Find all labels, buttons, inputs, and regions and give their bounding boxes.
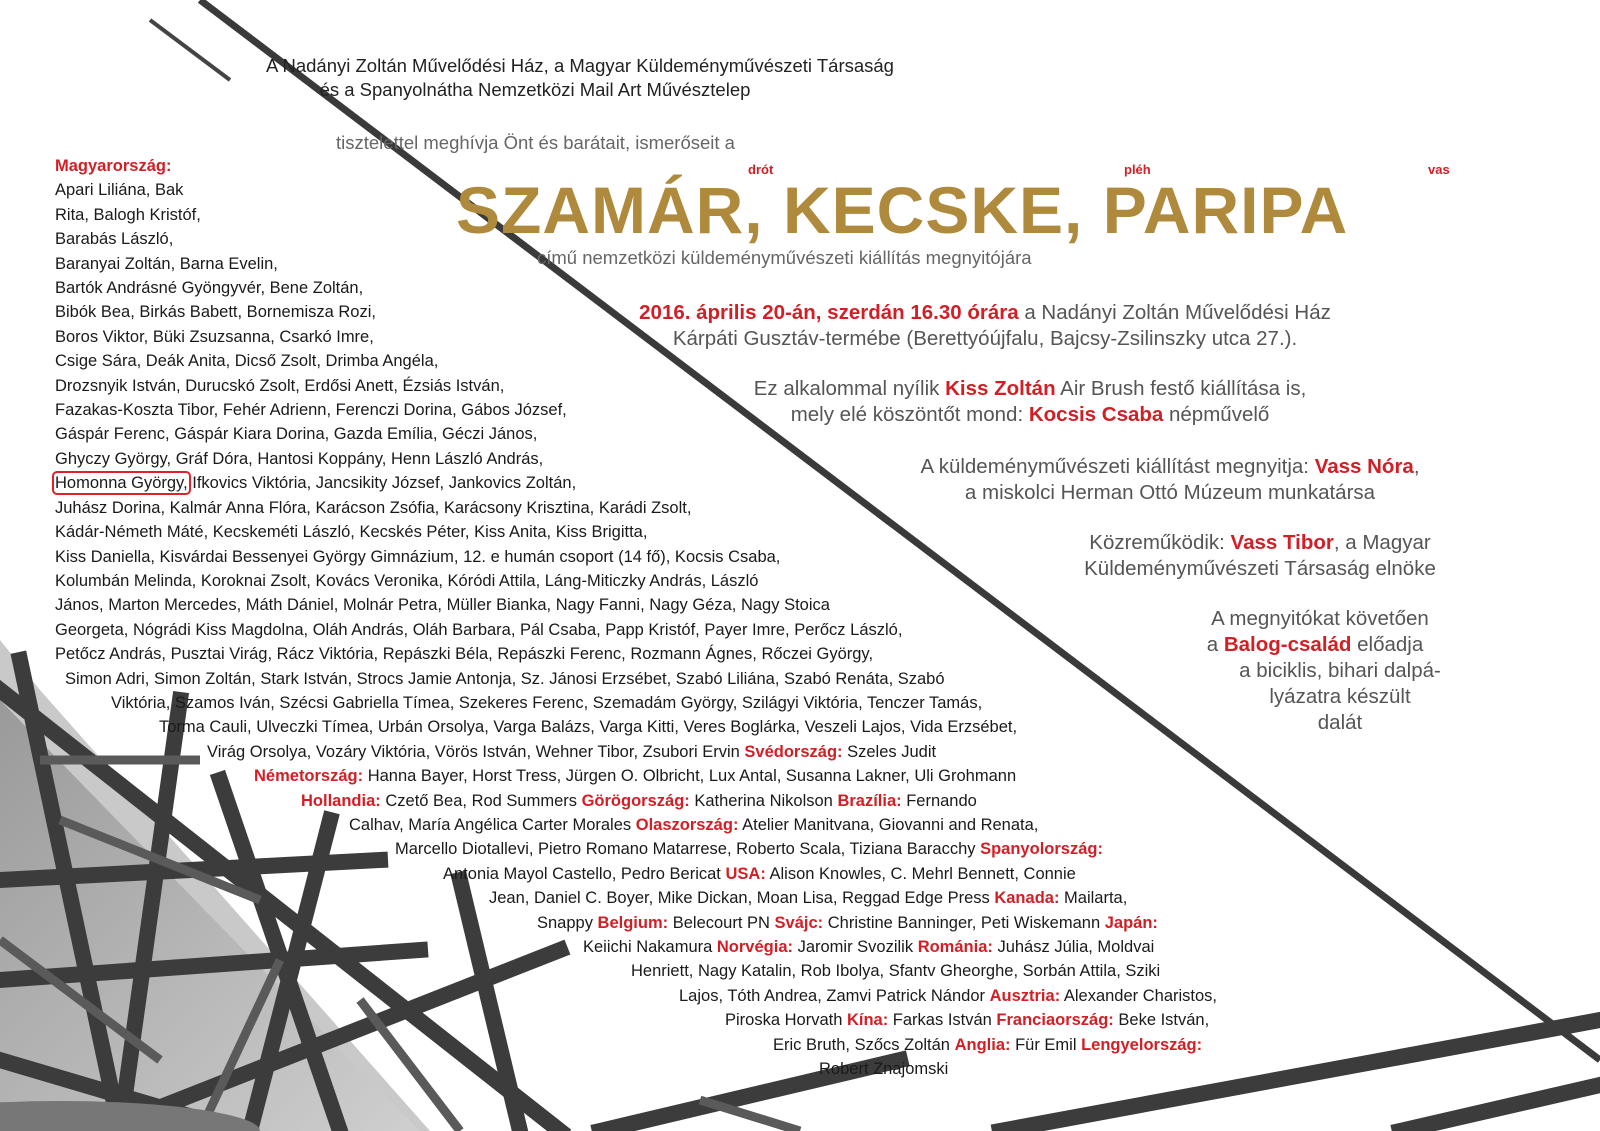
participants-line xyxy=(55,984,1217,1008)
organizers-line-2: és a Spanyolnátha Nemzetközi Mail Art Művésztelep xyxy=(319,79,751,100)
participants-line xyxy=(55,862,1217,886)
participants-line: Gáspár Ferenc, Gáspár Kiara Dorina, Gazda Emília, Géczi János, xyxy=(55,425,538,444)
participants-line: Petőcz András, Pusztai Virág, Rácz Viktória, Repászki Béla, Repászki Ferenc, Rozmann Ágnes, Rőczei György, xyxy=(55,645,874,664)
participants-line: János, Marton Mercedes, Máth Dániel, Molnár Petra, Müller Bianka, Nagy Fanni, Nagy Géza, Nagy Stoica xyxy=(55,596,830,615)
participants-line: Viktória, Szamos Iván, Szécsi Gabriella Tímea, Szekeres Ferenc, Szemadám György, Szilágyi Viktória, Tenczer Tamás, xyxy=(111,693,983,712)
subtitle: című nemzetközi küldeményművészeti kiállítás megnyitójára xyxy=(537,247,1032,268)
title-superscript-2: pléh xyxy=(1124,162,1151,177)
side-exhibit-speaker: Kocsis Csaba xyxy=(1028,403,1164,426)
participants-line xyxy=(55,886,1217,910)
contributor-text-c: , a Magyar xyxy=(1333,531,1431,554)
participants-line: Kolumbán Melinda, Koroknai Zsolt, Kovács Veronika, Kóródi Attila, Láng-Miticzky András, László xyxy=(55,571,759,590)
side-exhibit-text-c: Air Brush festő kiállítása is, xyxy=(1055,377,1307,400)
side-exhibit-text-d: mely elé köszöntőt mond: xyxy=(790,403,1029,426)
music-line-1: A megnyitókat követően xyxy=(1211,607,1429,630)
participants-text: Calhav, María Angélica Carter Morales xyxy=(349,815,636,834)
opening-speaker-role: a miskolci Herman Ottó Múzeum munkatársa xyxy=(964,481,1376,504)
title-superscript-1: drót xyxy=(748,162,774,177)
organizers-line-1: A Nadányi Zoltán Művelődési Ház, a Magyar Küldeményművészeti Társaság xyxy=(266,55,894,76)
music-line-3: a biciklis, bihari dalpá- xyxy=(1239,659,1441,682)
participants-text: Czető Bea, Rod Summers xyxy=(380,791,582,810)
participants-text: Alexander Charistos, xyxy=(1060,986,1218,1005)
country-label-austria: Ausztria: xyxy=(989,986,1061,1005)
participants-text: Eric Bruth, Szőcs Zoltán xyxy=(773,1035,955,1054)
participants-text: Mailarta, xyxy=(1059,889,1128,908)
participants-line: Juhász Dorina, Kalmár Anna Flóra, Karácson Zsófia, Karácsony Krisztina, Karádi Zsolt, xyxy=(55,498,692,517)
participants-line: Fazakas-Koszta Tibor, Fehér Adrienn, Ferenczi Dorina, Gábos József, xyxy=(55,401,567,420)
title-superscript-3: vas xyxy=(1428,162,1450,177)
participants-text: Fernando xyxy=(901,791,977,810)
country-label-japan: Japán: xyxy=(1104,913,1158,932)
participants-text: Beke István, xyxy=(1113,1011,1210,1030)
invitation-text: tisztelettel meghívja Önt és barátait, ismerőseit a xyxy=(336,132,735,153)
participants-line xyxy=(55,813,1217,837)
participants-line xyxy=(55,764,1217,788)
country-label-belgium: Belgium: xyxy=(597,913,669,932)
country-label-germany: Németország: xyxy=(254,767,364,786)
opening-text-c: , xyxy=(1413,455,1420,478)
participants-text: Christine Banninger, Peti Wiskemann xyxy=(823,913,1105,932)
music-line-4: lyázatra készült xyxy=(1269,685,1411,708)
participants-line: Georgeta, Nógrádi Kiss Magdolna, Oláh András, Oláh Barbara, Pál Csaba, Papp Kristóf, Payer Imre, Perőcz László, xyxy=(55,620,903,639)
participants-text: Alison Knowles, C. Mehrl Bennett, Connie xyxy=(765,864,1076,883)
participants-text: Für Emil xyxy=(1010,1035,1082,1054)
music-performer: Balog-család xyxy=(1223,633,1352,656)
opening-speaker-name: Vass Nóra xyxy=(1314,455,1414,478)
participants-text: Farkas István xyxy=(888,1011,997,1030)
participants-line: Robert Znajomski xyxy=(819,1060,949,1079)
participants-line: Ghyczy György, Gráf Dóra, Hantosi Koppány, Henn László András, xyxy=(55,449,544,468)
participants-text: Katherina Nikolson xyxy=(689,791,838,810)
country-label-france: Franciaország: xyxy=(996,1011,1114,1030)
participants-text: Jean, Daniel C. Boyer, Mike Dickan, Moan Lisa, Reggad Edge Press xyxy=(489,889,995,908)
participants-text: Szeles Judit xyxy=(842,742,937,761)
participants-line xyxy=(55,1008,1217,1032)
participants-text: Jaromir Svozilik xyxy=(793,938,918,956)
country-label-sweden: Svédország: xyxy=(744,742,843,761)
music-text-d: előadja xyxy=(1351,633,1424,656)
participants-line xyxy=(55,789,1217,813)
participants-line: Henriett, Nagy Katalin, Rob Ibolya, Sfantv Gheorghe, Sorbán Attila, Sziki xyxy=(631,962,1161,981)
participants-text: Keiichi Nakamura xyxy=(583,938,717,956)
country-label-netherlands: Hollandia: xyxy=(301,791,381,810)
participants-line xyxy=(55,740,1217,764)
participants-line: Bartók Andrásné Gyöngyvér, Bene Zoltán, xyxy=(55,279,364,298)
participants-text: Juhász Júlia, Moldvai xyxy=(992,938,1155,956)
participants-text: Virág Orsolya, Vozáry Viktória, Vörös István, Wehner Tibor, Zsubori Ervin xyxy=(207,742,745,761)
participants-text: Piroska Horvath xyxy=(725,1011,847,1030)
contributor-name: Vass Tibor xyxy=(1230,531,1334,554)
participants-line xyxy=(55,837,1217,861)
participants-text: Belecourt PN xyxy=(668,913,775,932)
participants-line: Torma Cauli, Ulveczki Tímea, Urbán Orsolya, Varga Balázs, Varga Kitti, Veres Boglárka, Veszeli Lajos, Vida Erzsébet, xyxy=(159,718,1018,737)
country-label-brazil: Brazília: xyxy=(837,791,902,810)
participants-line: Kiss Daniella, Kisvárdai Bessenyei György Gimnázium, 12. e humán csoport (14 fő), Kocsis Csaba, xyxy=(55,547,781,566)
participants-list xyxy=(55,154,1217,1081)
country-label-hungary: Magyarország: xyxy=(55,157,172,175)
event-date: 2016. április 20-án, szerdán 16.30 órára xyxy=(639,301,1019,324)
participants-text: Hanna Bayer, Horst Tress, Jürgen O. Olbricht, Lux Antal, Susanna Lakner, Uli Grohmann xyxy=(363,767,1017,786)
country-label-china: Kína: xyxy=(846,1011,889,1030)
side-exhibit-text-a: Ez alkalommal nyílik xyxy=(753,377,946,400)
event-venue-2: Kárpáti Gusztáv-termébe (Berettyóújfalu, Bajcsy-Zsilinszky utca 27.). xyxy=(672,327,1298,350)
organizers xyxy=(190,54,970,102)
participants-line: Bibók Bea, Birkás Babett, Bornemisza Rozi, xyxy=(55,303,376,322)
participants-line xyxy=(55,471,1217,495)
country-label-spain: Spanyolország: xyxy=(980,840,1103,859)
participants-line: Apari Liliána, Bak xyxy=(55,181,184,200)
participants-line xyxy=(55,935,1217,959)
opening-text-a: A küldeményművészeti kiállítást megnyitja: xyxy=(920,455,1315,478)
participants-line: Drozsnyik István, Durucskó Zsolt, Erdősi Anett, Ézsiás István, xyxy=(55,376,505,395)
participants-line-rest: Ifkovics Viktória, Jancsikity József, Jankovics Zoltán, xyxy=(187,474,577,493)
country-label-italy: Olaszország: xyxy=(635,815,739,834)
country-label-canada: Kanada: xyxy=(994,889,1060,908)
participants-text: Marcello Diotallevi, Pietro Romano Matarrese, Roberto Scala, Tiziana Baracchy xyxy=(395,840,981,859)
participants-line: Baranyai Zoltán, Barna Evelin, xyxy=(55,254,278,273)
participants-line: Boros Viktor, Büki Zsuzsanna, Csarkó Imre, xyxy=(55,327,374,346)
exhibition-title: SZAMÁR, KECSKE, PARIPA xyxy=(456,173,1349,247)
participants-line: Csige Sára, Deák Anita, Dicső Zsolt, Drimba Angéla, xyxy=(55,352,439,371)
country-label-norway: Norvégia: xyxy=(716,938,793,956)
participants-text: Lajos, Tóth Andrea, Zamvi Patrick Nándor xyxy=(679,986,990,1005)
music-line-5: dalát xyxy=(1317,711,1363,734)
participants-text: Atelier Manitvana, Giovanni and Renata, xyxy=(738,815,1039,834)
contributor-role: Küldeményművészeti Társaság elnöke xyxy=(1084,557,1436,580)
side-exhibit-artist: Kiss Zoltán xyxy=(945,377,1056,400)
country-label-england: Anglia: xyxy=(954,1035,1011,1054)
country-label-greece: Görögország: xyxy=(581,791,690,810)
country-label-usa: USA: xyxy=(725,864,766,883)
music-text-b: a xyxy=(1206,633,1224,656)
side-exhibit-text-f: népművelő xyxy=(1163,403,1270,426)
event-venue-1: a Nadányi Zoltán Művelődési Ház xyxy=(1018,301,1331,324)
country-label-romania: Románia: xyxy=(917,938,993,956)
participants-line xyxy=(55,911,1217,935)
country-label-switzerland: Svájc: xyxy=(774,913,824,932)
highlighted-name: Homonna György, xyxy=(55,474,188,493)
participants-line xyxy=(55,1033,1217,1057)
participants-line: Barabás László, xyxy=(55,230,174,249)
contributor-text-a: Közreműködik: xyxy=(1089,531,1231,554)
country-label-poland: Lengyelország: xyxy=(1081,1035,1203,1054)
participants-text: Antonia Mayol Castello, Pedro Bericat xyxy=(443,864,726,883)
participants-line: Rita, Balogh Kristóf, xyxy=(55,205,201,224)
participants-line: Kádár-Németh Máté, Kecskeméti László, Kecskés Péter, Kiss Anita, Kiss Brigitta, xyxy=(55,523,648,542)
participants-text: Snappy xyxy=(537,913,598,932)
participants-line: Simon Adri, Simon Zoltán, Stark István, Strocs Jamie Antonja, Sz. Jánosi Erzsébet, Szabó Liliána, Szabó Renáta, Szabó xyxy=(65,669,945,688)
